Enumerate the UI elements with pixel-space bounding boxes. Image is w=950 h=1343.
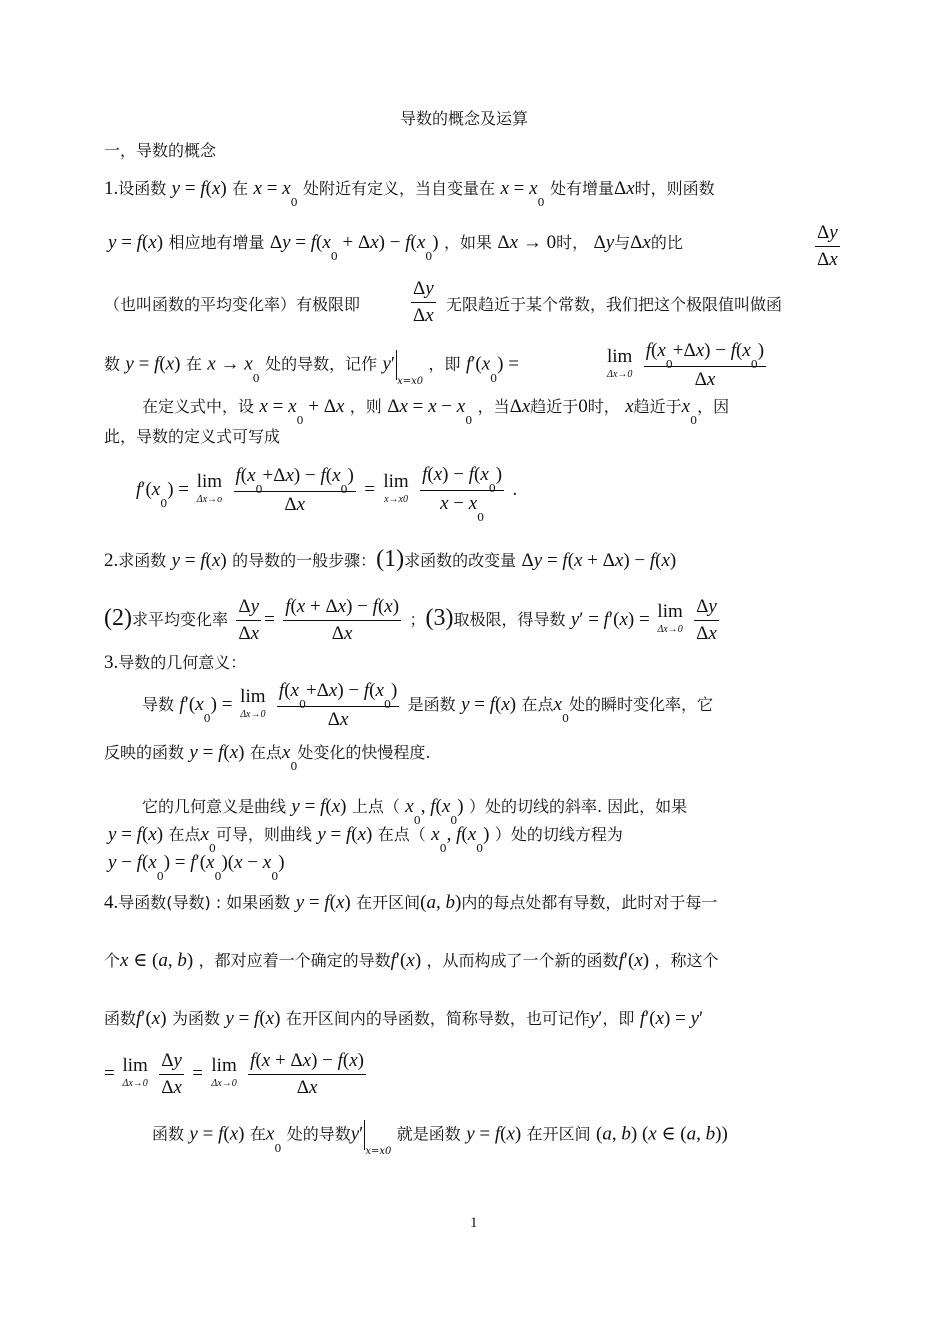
p4-line1: 4.导函数(导数) : 如果函数 y = f(x) 在开区间(a, b)内的每点处都有导数，此时对于每一 — [104, 892, 718, 913]
p4-line4: 函数 y = f(x) 在$x_0$ 处的导数$y'_{x=x0}$ 就是函数 y = f(x) 在开区间 (a, b) (x ∈ (a, b)) — [152, 1120, 728, 1150]
p1-line4: 数 y = f(x) 在 $x \to x_0$ 处的导数，记作 $y'_{x=x0}$ ，即 $f'(x_0)$ = — [104, 350, 519, 380]
p4-line3: 函数f′(x) 为函数 y = f(x) 在开区间内的导函数，简称导数，也可记作y′，即 f′(x) = y′ — [104, 1008, 704, 1029]
p1-line1: 1.设函数 y = f(x) 在 $x = x_0$ 处附近有定义，当自变量在 $x = x_0$ 处有增量Δx时，则函数 — [104, 178, 715, 209]
ratio-fraction-2: $\frac{\Delta y}{\Delta x}$ — [413, 278, 434, 326]
ratio-fraction: $\frac{\Delta y}{\Delta x}$ — [817, 222, 838, 270]
page-number: 1 — [470, 1215, 478, 1231]
p4-line2: 个x ∈ (a, b) ，都对应着一个确定的导数f′(x) ，从而构成了一个新的函数f′(x) ，称这个 — [104, 950, 719, 971]
p1-line3a: （也叫函数的平均变化率）有极限即 — [104, 295, 361, 314]
page-title: 导数的概念及运算 — [400, 109, 529, 128]
p1-line3b: 无限趋近于某个常数，我们把这个极限值叫做函 — [446, 295, 783, 314]
p3-line4: y = f(x) 在点$x_0$可导，则曲线 y = f(x) 在点（ $x_0$, $f(x_0)$ ）处的切线方程为 — [108, 824, 623, 855]
derivative-limit-display: = lim Δx→0 $\frac{\Delta y}{\Delta x}$ = lim Δx→0 $\frac{f(x + \Delta x) - f(x)}{\Delta x}$ — [104, 1050, 364, 1098]
limit-def-1: lim Δx→0 $\frac{f(x_0+\Delta x) - f(x_0)}{\Delta x}$ — [607, 340, 765, 390]
p3-line3: 它的几何意义是曲线 y = f(x) 上点（ $x_0$, $f(x_0)$ ）处的切线的斜率. 因此，如果 — [142, 796, 688, 827]
tangent-equation: $y - f(x_0) = f'(x_0)(x - x_0)$ — [108, 852, 285, 883]
p2-line2: (2)求平均变化率 $\frac{\Delta y}{\Delta x}$ = $\frac{f(x + \Delta x) - f(x)}{\Delta x}$ ；(3)取极限，得导数 y′ = f′(x) = lim Δx→0 $\frac{\Delta y}{\Delta x}$ — [104, 596, 717, 644]
p1-line6: 此，导数的定义式可写成 — [104, 427, 281, 446]
p1-line5: 在定义式中，设 $x = x_0 + \Delta x$ ，则 $\Delta x = x - x_0$ ，当Δx趋近于0时， x趋近于$x_0$，因 — [142, 396, 730, 427]
definition-display: $f'(x_0)$ = lim Δx→o $\frac{f(x_0+\Delta x) - f(x_0)}{\Delta x}$ = lim x→x0 $\frac{f(x) - f(x_0)}{x - x_0}$ . — [136, 464, 518, 524]
p1-line2: y = f(x) 相应地有增量 $\Delta y = f(x_0 + \Delta x) - f(x_0)$ ，如果 Δx → 0时， Δy与Δx的比 — [108, 232, 683, 263]
section-heading: 一，导数的概念 — [104, 141, 217, 160]
p2-line1: 2.求函数 y = f(x) 的导数的一般步骤：(1)求函数的改变量 Δy = f(x + Δx) − f(x) — [104, 546, 677, 572]
p3-line1: 导数 $f'(x_0)$ = lim Δx→0 $\frac{f(x_0+\Delta x) - f(x_0)}{\Delta x}$ 是函数 y = f(x) 在点$x_0$处的瞬时变化率，它 — [142, 680, 713, 730]
p3-heading: 3.导数的几何意义： — [104, 652, 247, 673]
p3-line2: 反映的函数 y = f(x) 在点$x_0$处变化的快慢程度. — [104, 742, 431, 773]
